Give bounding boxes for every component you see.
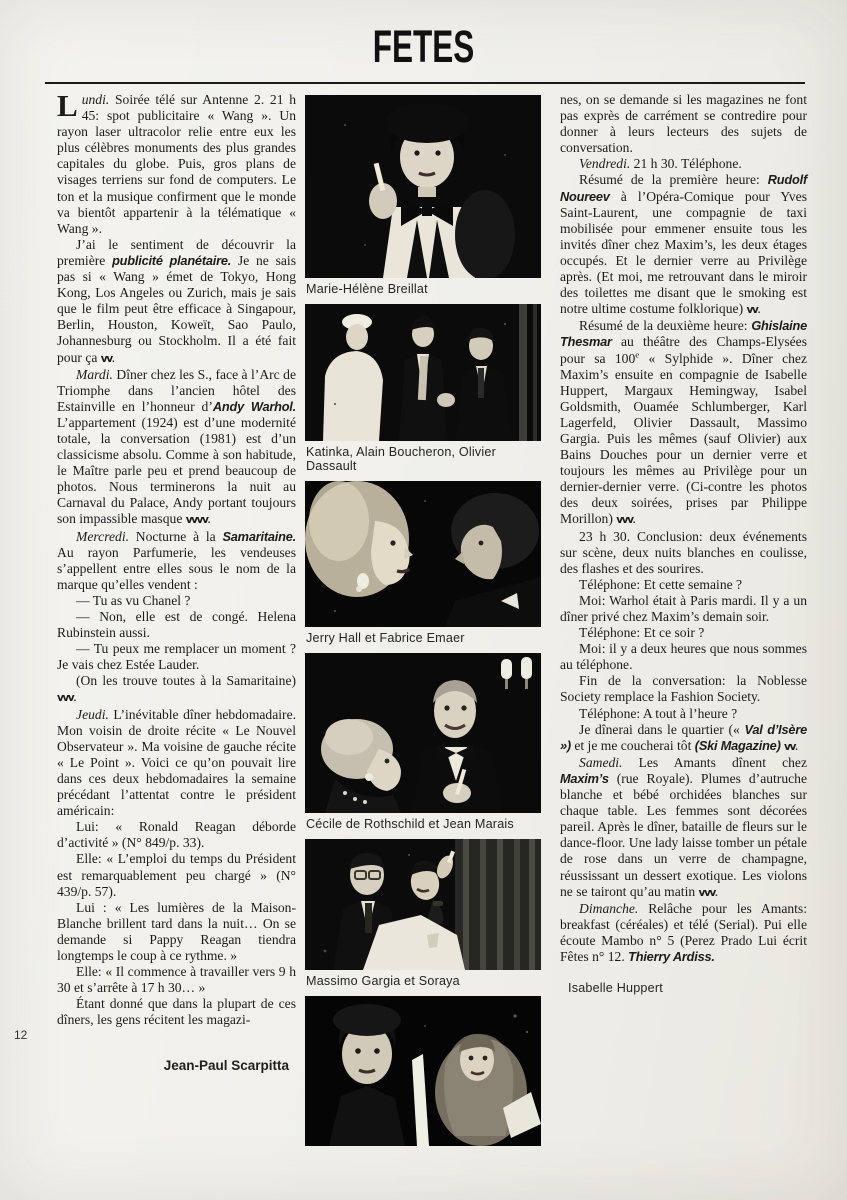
photo-katinka-boucheron-dassault: [305, 304, 541, 473]
text-segment: Moi: il y a deux heures que nous sommes au téléphone.: [560, 641, 807, 673]
text-segment: Moi: Warhol était à Paris mardi. Il y a un dîner privé chez Maxim’s demain soir.: [560, 592, 807, 624]
text-segment: Lui: « Ronald Reagan déborde d’activité » (N° 849/p. 33).: [57, 819, 296, 851]
text-segment: Jeudi.: [76, 706, 109, 722]
photo-image: [305, 653, 541, 813]
text-segment: Je dînerai dans le quartier («: [579, 721, 745, 737]
page-title: FETES: [372, 21, 475, 72]
photo-jerry-hall-fabrice-emaer: [305, 481, 541, 645]
text-segment: Thierry Ardiss.: [628, 948, 715, 964]
text-segment: nes, on se demande si les magazines ne font pas exprès de carrément se contredire pour donner à leurs lecteurs des sujets de conversation.: [560, 92, 807, 156]
text-segment: à l’Opéra-Comique pour Yves Saint-Laurent, une compagnie de taxi mobilisée pour emmener ensuite tous les invités dîner chez Maxim’s, les deux étages occupés. Et le dernier verre au Privilège après. (Et moi, me retrouvant dans le miroir des toilettes me disant que le smoking est notre ultime costume folklorique): [560, 188, 807, 317]
text-segment: Je ne sais pas si « Wang » émet de Tokyo, Hong Kong, Los Angeles ou Zurich, mais je sais que le film peut être efficace à Singapour, Berlin, Houston, Koweït, Sao Paulo, Johannesburg ou Stockholm. Il a été fait pour ça: [57, 252, 296, 365]
text-segment: Dimanche.: [579, 900, 639, 916]
photo-image: [305, 95, 541, 278]
text-segment: Relâche pour les Amants: breakfast (céréales) et télé (Serial). Pui elle écoute Mambo n° 5 (Perez Prado Lui écrit Fêtes n° 12.: [560, 900, 807, 964]
text-segment: — Tu peux me remplacer un moment ? Je vais chez Estée Lauder.: [57, 641, 296, 673]
page-number: 12: [14, 1028, 28, 1042]
text-segment: J’ai le sentiment de découvrir la première: [57, 236, 296, 268]
paragraph: [560, 318, 807, 528]
paragraph: [57, 900, 296, 964]
text-segment: Andy Warhol.: [212, 398, 296, 414]
text-segment: Les Amants dînent chez: [622, 754, 807, 770]
rating-glasses: vvv: [616, 514, 633, 527]
photo-caption: Marie-Hélène Breillat: [306, 282, 428, 296]
paragraph: [560, 529, 807, 577]
text-segment: »): [560, 737, 571, 753]
text-segment: Fin de la conversation: la Noblesse Society remplace la Fashion Society.: [560, 673, 807, 705]
text-segment: Soirée télé sur Antenne 2. 21 h 45: spot publicitaire « Wang ». Un rayon laser ultracolor relie entre eux les plus célèbres monuments des plus grandes capitales du globe. Puis, gros plans de visages terriens sur fond de computers. Le ton et la musique confirment que le monde va bientôt appartenir à la télématique « Wang ».: [57, 92, 296, 236]
drop-cap: L: [57, 88, 78, 123]
text-segment: (rue Royale). Plumes d’autruche blanche et bébé orchidées blanches sur chaque table. Les femmes sont décorées pareil. Après le dîner, bataille de fleurs sur le dance-floor. Une lady laisse tomber un pétale de rose dans un verre de champagne, réussissant un dessert exotique. Les violons ne se tairont qu’au matin: [560, 770, 807, 899]
text-segment: Val d’Isère: [744, 721, 807, 737]
photo-caption: Massimo Gargia et Soraya: [306, 974, 460, 988]
text-segment: .: [714, 883, 719, 899]
left-text-column: [57, 88, 296, 1028]
photo-caption-isabelle-huppert: Isabelle Huppert: [568, 981, 663, 996]
paragraph: [57, 707, 296, 820]
photo-caption: Jerry Hall et Fabrice Emaer: [306, 631, 465, 645]
text-segment: .: [73, 689, 77, 705]
text-segment: L’inévitable dîner hebdomadaire. Mon voisin de droite récite « Le Nouvel Observateur ». Ma voisine de gauche récite « Le Point ». Voici ce qu’on pouvait lire dans ces deux hebdomadaires la semaine précédant l’attentat contre le président américain:: [57, 706, 296, 819]
photo-image: [305, 481, 541, 627]
paragraph: [57, 851, 296, 899]
text-segment: 23 h 30. Conclusion: deux événements sur scène, deux nuits blanches en coulisse, des flashes et des sourires.: [560, 528, 807, 576]
rating-glasses: vv: [100, 352, 112, 365]
text-segment: Samedi.: [579, 754, 623, 770]
paragraph: [57, 819, 296, 851]
text-segment: Samaritaine.: [222, 528, 296, 544]
text-segment: et je me coucherai tôt: [570, 737, 695, 753]
paragraph: [560, 625, 807, 641]
text-segment: .: [757, 301, 761, 317]
paragraph: [560, 172, 807, 318]
text-segment: Téléphone: A tout à l’heure ?: [579, 705, 738, 721]
text-segment: Maxim’s: [560, 770, 609, 786]
paragraph: [560, 641, 807, 673]
text-segment: Téléphone: Et ce soir ?: [579, 625, 705, 641]
byline: Jean-Paul Scarpitta: [163, 1058, 289, 1073]
text-segment: (On les trouve toutes à la Samaritaine): [76, 673, 296, 689]
paragraph: [57, 609, 296, 641]
paragraph: [57, 996, 296, 1028]
paragraph: [560, 722, 807, 755]
paragraph: [57, 529, 296, 593]
text-segment: au théâtre des Champs-Elysées pour sa 100: [560, 334, 807, 366]
paragraph: [57, 964, 296, 996]
text-segment: Ghislaine Thesmar: [560, 318, 807, 350]
text-segment: .: [632, 511, 636, 527]
text-segment: Résumé de la deuxième heure:: [579, 318, 752, 334]
text-segment: — Non, elle est de congé. Helena Rubinstein aussi.: [57, 609, 296, 641]
text-segment: Téléphone: Et cette semaine ?: [579, 576, 743, 592]
paragraph: [560, 706, 807, 722]
rating-glasses: vv: [784, 740, 795, 753]
text-segment: e: [635, 348, 640, 359]
photo-isabelle-huppert: [305, 996, 541, 1146]
text-segment: publicité planétaire.: [112, 252, 232, 268]
paragraph: [57, 367, 296, 529]
photo-marie-helene-breillat: [305, 95, 541, 296]
paragraph: [560, 156, 807, 172]
text-segment: Elle: « Il commence à travailler vers 9 h 30 et s’arrête à 17 h 30… »: [57, 964, 296, 996]
right-text-column: [560, 92, 807, 965]
photo-image: [305, 304, 541, 441]
text-segment: Lui : « Les lumières de la Maison-Blanche brillent tard dans la nuit… On se demande si Pappy Reagan tiendra longtemps le coup à ce rythme. »: [57, 899, 296, 963]
text-segment: Étant donné que dans la plupart de ces dîners, les gens récitent les magazi-: [57, 996, 296, 1028]
text-segment: L’appartement (1924) est d’une modernité totale, la conversation (1981) est d’un classicisme absolu. Comme à son habitude, le Maître parle peu et prend beaucoup de photos. Nous terminerons la nuit au Carnaval du Palace, Andy portant toujours son impassible masque: [57, 414, 296, 527]
photo-column: [305, 95, 541, 1146]
photo-caption: Katinka, Alain Boucheron, Olivier Dassault: [306, 445, 497, 473]
text-segment: .: [794, 737, 799, 753]
text-segment: Rudolf Noureev: [560, 172, 807, 204]
photo-image: [305, 839, 541, 970]
text-segment: (Ski Magazine): [694, 737, 781, 753]
photo-image: [305, 996, 541, 1146]
header-rule: [45, 82, 805, 84]
text-segment: Vendredi.: [579, 156, 631, 172]
rating-glasses: vv: [746, 304, 758, 317]
text-segment: Elle: « L’emploi du temps du Président est remarquablement peu chargé » (N° 439/p. 57).: [57, 851, 296, 899]
paragraph: [57, 673, 296, 706]
paragraph: [560, 593, 807, 625]
right-column-wrap: [560, 92, 807, 995]
text-segment: .: [207, 511, 211, 527]
photo-massimo-gargia-soraya: [305, 839, 541, 988]
photo-caption: Cécile de Rothschild et Jean Marais: [306, 817, 514, 831]
text-segment: Résumé de la première heure:: [579, 172, 768, 188]
text-segment: Mardi.: [76, 366, 113, 382]
rating-glasses: vvvv: [185, 514, 208, 527]
photo-cecile-rothschild-jean-marais: [305, 653, 541, 831]
text-segment: « Sylphide ». Dîner chez Maxim’s ensuite en compagnie de Isabelle Huppert, Margaux Hemingway, Isabel Goldsmith, Ouamée Schlumberger, Karl Lagerfeld, Olivier Dassault, Massimo Gargia. Puis les mêmes (sauf Olivier) aux Bains Douches pour un dernier verre et toujours les mêmes au Privilège pour un dernier-dernier verre. (Ci-contre les photos des deux soirées, prises par Philippe Morillon): [560, 350, 807, 527]
text-segment: — Tu as vu Chanel ?: [76, 592, 191, 608]
text-segment: undi.: [81, 92, 110, 107]
paragraph: [560, 673, 807, 705]
paragraph: [560, 901, 807, 965]
paragraph: [560, 577, 807, 593]
rating-glasses: vvv: [57, 692, 74, 705]
text-segment: Dîner chez les S., face à l’Arc de Triomphe dans l’ancien hôtel des Estainville en l’honneur d’: [57, 366, 296, 414]
text-segment: .: [111, 349, 116, 365]
text-segment: Au rayon Parfumerie, les vendeuses s’appellent entre elles sous le nom de la marque qu’elles vendent :: [57, 544, 296, 592]
paragraph: [57, 641, 296, 673]
paragraph: [560, 755, 807, 901]
paragraph: [57, 237, 296, 367]
text-segment: Mercredi.: [76, 528, 129, 544]
paragraph: [57, 88, 296, 237]
paragraph: [57, 593, 296, 609]
paragraph: [560, 92, 807, 156]
rating-glasses: vvv: [698, 886, 715, 899]
text-segment: Nocturne à la: [129, 528, 223, 544]
text-segment: 21 h 30. Téléphone.: [630, 156, 742, 172]
